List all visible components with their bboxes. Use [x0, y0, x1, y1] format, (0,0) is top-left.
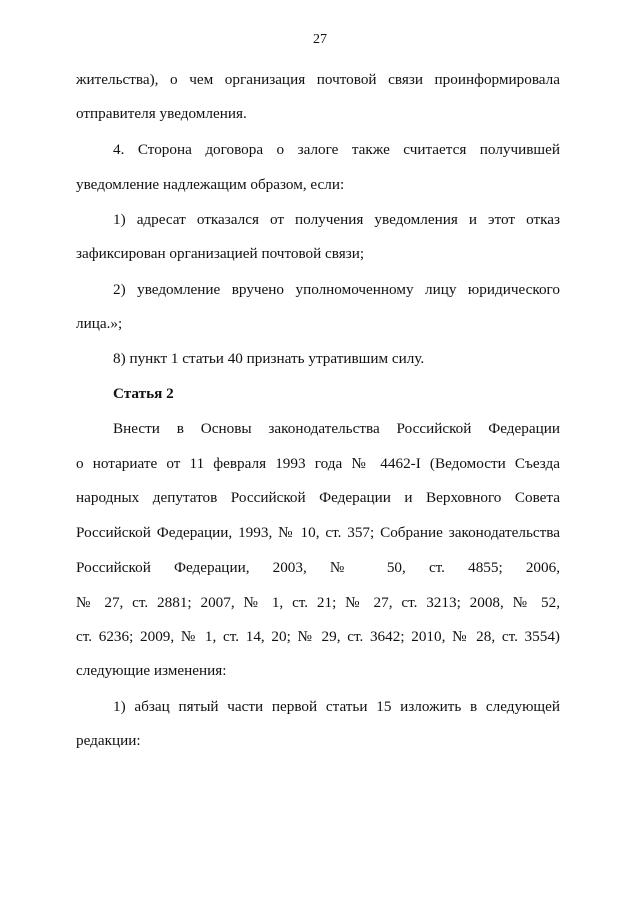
- text-line: ст. 6236; 2009, № 1, ст. 14, 20; № 29, ст. 3642; 2010, № 28, ст. 3554): [76, 628, 560, 645]
- text-line: отправителя уведомления.: [76, 105, 247, 122]
- text-line: 4. Сторона договора о залоге также считается получившей: [113, 141, 560, 158]
- text-line: Внести в Основы законодательства Российской Федерации: [113, 420, 560, 437]
- article-heading: Статья 2: [113, 385, 174, 402]
- text-line: следующие изменения:: [76, 662, 227, 679]
- page-number: 27: [313, 32, 327, 47]
- text-line: 2) уведомление вручено уполномоченному лицу юридического: [113, 281, 560, 298]
- text-line: Российской Федерации, 2003, № 50, ст. 4855; 2006,: [76, 559, 560, 576]
- text-line: 8) пункт 1 статьи 40 признать утратившим силу.: [113, 350, 425, 367]
- text-line: зафиксирован организацией почтовой связи;: [76, 245, 365, 262]
- text-line: № 27, ст. 2881; 2007, № 1, ст. 21; № 27, ст. 3213; 2008, № 52,: [76, 594, 560, 611]
- text-line: Российской Федерации, 1993, № 10, ст. 357; Собрание законодательства: [76, 524, 560, 541]
- text-line: редакции:: [76, 732, 141, 749]
- text-line: лица.»;: [76, 315, 123, 332]
- text-line: 1) адресат отказался от получения уведомления и этот отказ: [113, 211, 560, 228]
- text-line: уведомление надлежащим образом, если:: [76, 176, 345, 193]
- text-line: народных депутатов Российской Федерации и Верховного Совета: [76, 489, 560, 506]
- text-line: о нотариате от 11 февраля 1993 года № 4462-I (Ведомости Съезда: [76, 455, 560, 472]
- text-line: жительства), о чем организация почтовой связи проинформировала: [76, 71, 560, 88]
- text-line: 1) абзац пятый части первой статьи 15 изложить в следующей: [113, 698, 560, 715]
